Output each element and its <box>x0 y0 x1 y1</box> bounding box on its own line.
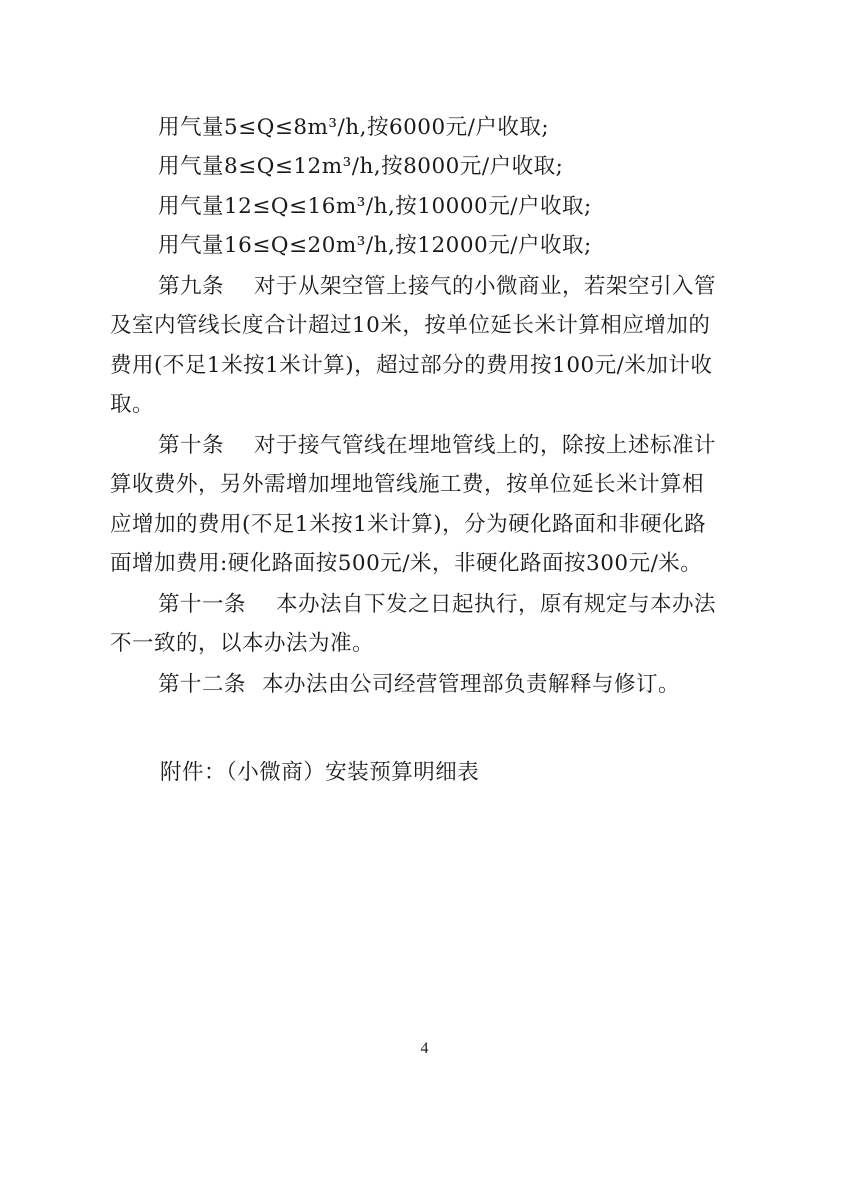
article-9-first-line <box>158 272 716 302</box>
article-9-heading: 第九条 <box>158 274 225 299</box>
rate-line: 用气量16≤Q≤20m³/h,按12000元/户收取; <box>158 233 592 258</box>
article-10-first-line <box>158 431 716 461</box>
article-9-line: 及室内管线长度合计超过10米，按单位延长米计算相应增加的 <box>110 313 711 338</box>
article-12-text: 本办法由公司经营管理部负责解释与修订。 <box>262 672 681 697</box>
article-10-line: 算收费外，另外需增加埋地管线施工费，按单位延长米计算相 <box>110 472 705 497</box>
rate-line: 用气量5≤Q≤8m³/h,按6000元/户收取; <box>158 115 550 140</box>
article-10-heading: 第十条 <box>158 433 225 458</box>
article-9-text: 对于从架空管上接气的小微商业，若架空引入管 <box>254 274 717 299</box>
article-11-heading: 第十一条 <box>158 592 247 617</box>
article-10-line: 面增加费用:硬化路面按500元/米，非硬化路面按300元/米。 <box>110 551 703 576</box>
rate-line: 用气量12≤Q≤16m³/h,按10000元/户收取; <box>158 194 592 219</box>
rate-line: 用气量8≤Q≤12m³/h,按8000元/户收取; <box>158 154 564 179</box>
article-10-text: 对于接气管线在埋地管线上的，除按上述标准计 <box>254 433 717 458</box>
article-11-text: 本办法自下发之日起执行，原有规定与本办法 <box>276 592 717 617</box>
article-10-line: 应增加的费用(不足1米按1米计算)，分为硬化路面和非硬化路 <box>110 512 707 537</box>
article-9-line: 取。 <box>110 392 155 417</box>
article-11-first-line <box>158 590 716 620</box>
article-12-heading: 第十二条 <box>158 672 247 697</box>
article-11-line: 不一致的，以本办法为准。 <box>110 631 375 656</box>
attachment-note: 附件：（小微商）安装预算明细表 <box>160 760 480 785</box>
article-9-line: 费用(不足1米按1米计算)，超过部分的费用按100元/米加计收 <box>110 353 713 378</box>
article-12-line <box>158 670 680 700</box>
page-number: 4 <box>420 1040 429 1057</box>
